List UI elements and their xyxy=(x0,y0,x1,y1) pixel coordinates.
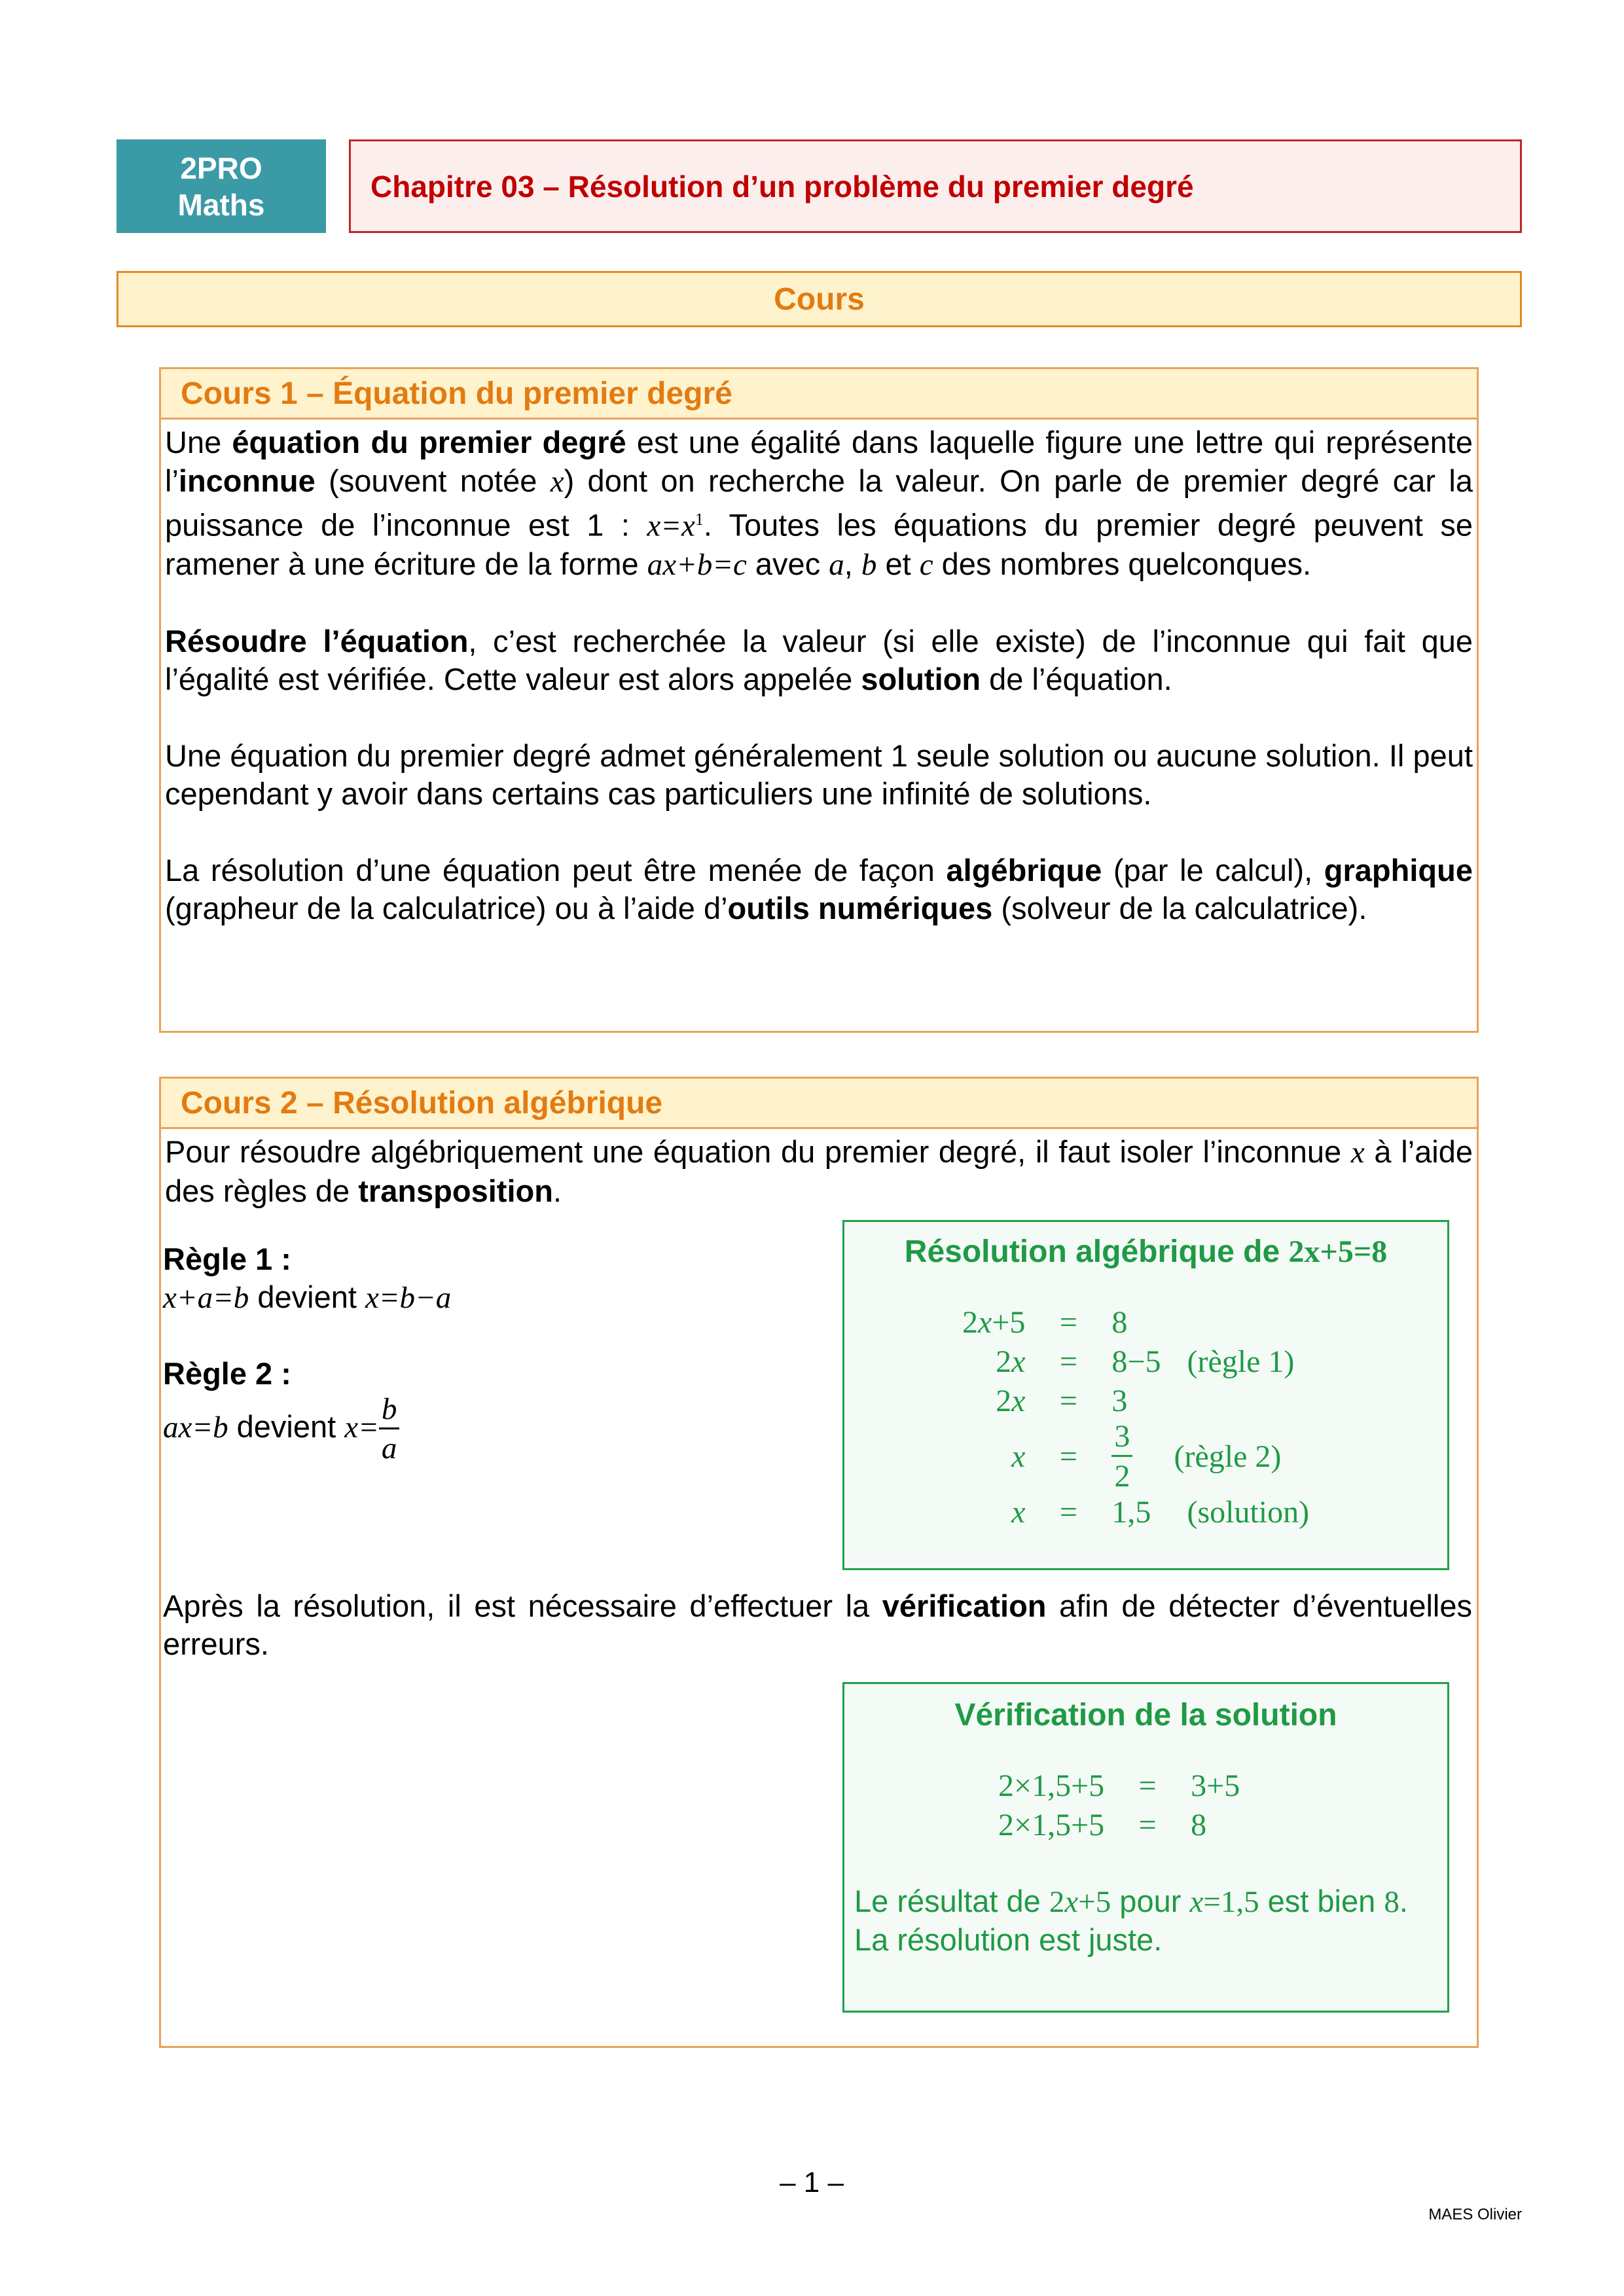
text: avec xyxy=(746,547,829,582)
text: Résolution algébrique de xyxy=(904,1234,1289,1269)
box-title xyxy=(844,1234,1447,1270)
resolution-example-box xyxy=(842,1220,1449,1570)
num: 2 xyxy=(962,1304,978,1340)
fraction-denominator: 2 xyxy=(1114,1458,1130,1494)
math: 2 xyxy=(1049,1885,1065,1919)
author: MAES Olivier xyxy=(1428,2206,1522,2223)
section-title: Cours 2 – Résolution algébrique xyxy=(181,1085,663,1121)
step-rhs xyxy=(1088,1420,1161,1492)
math-expr: x=x xyxy=(647,509,695,543)
text: ) dont on recherche la valeur. On parle de premier degré car la puissance de l’inconnue est 1 : xyxy=(165,463,1473,543)
equals-sign: = xyxy=(1059,1383,1077,1418)
math-expr: ax+b=c xyxy=(647,548,747,583)
fraction-numerator: b xyxy=(379,1394,400,1429)
num: 2 xyxy=(996,1383,1012,1418)
section-title: Cours 1 – Équation du premier degré xyxy=(181,376,732,411)
math-var: x xyxy=(1189,1885,1204,1919)
resolution-steps xyxy=(962,1302,1309,1532)
text: pour xyxy=(1111,1884,1190,1918)
bold-term: Résoudre l’équation xyxy=(165,623,469,658)
text: devient xyxy=(228,1408,345,1444)
fraction xyxy=(379,1394,400,1464)
rest: +5 xyxy=(992,1304,1026,1340)
verification-box xyxy=(842,1682,1449,2013)
rule-1-formula xyxy=(163,1278,818,1317)
bold-term: équation du premier degré xyxy=(232,425,626,459)
math-expr: x=b−a xyxy=(365,1281,452,1315)
text: Pour résoudre algébriquement une équation du premier degré, il faut isoler l’inconnue xyxy=(165,1134,1351,1169)
chapter-title: Chapitre 03 – Résolution d’un problème du premier degré xyxy=(370,169,1194,204)
rule-2-formula xyxy=(163,1394,818,1464)
math-var: x xyxy=(1350,1136,1365,1170)
verification-conclusion xyxy=(844,1882,1447,1921)
step-rhs: 3 xyxy=(1111,1383,1128,1418)
section-body xyxy=(161,420,1477,928)
math-expr: 2x+5=8 xyxy=(1288,1234,1388,1269)
text: et xyxy=(876,547,920,582)
step-row xyxy=(962,1342,1309,1381)
bold-term: graphique xyxy=(1324,852,1473,888)
step-note xyxy=(1161,1302,1309,1342)
bold-term: outils numériques xyxy=(727,891,993,926)
text: Le résultat de xyxy=(854,1884,1049,1918)
text: de l’équation. xyxy=(981,662,1172,697)
text: . Toutes les équations du premier degré peuvent se ramener à une écriture de la forme xyxy=(165,507,1473,582)
class-tag xyxy=(117,139,326,233)
paragraph-methods xyxy=(165,852,1473,928)
equals-sign: = xyxy=(1059,1344,1077,1379)
equals-sign: = xyxy=(1059,1304,1077,1340)
text: à l’aide des règles de xyxy=(165,1134,1473,1208)
fraction xyxy=(1111,1418,1132,1494)
var: x xyxy=(978,1304,992,1340)
paragraph-verification xyxy=(163,1587,1472,1663)
rule-1-title: Règle 1 : xyxy=(163,1242,291,1276)
verification-final: La résolution est juste. xyxy=(854,1922,1163,1957)
step-lhs xyxy=(962,1302,1049,1342)
verif-row xyxy=(998,1805,1240,1844)
text: (solveur de la calculatrice). xyxy=(992,891,1367,926)
paragraph-intro xyxy=(165,1133,1473,1210)
text: devient xyxy=(249,1280,365,1314)
step-note: (règle 1) xyxy=(1187,1344,1295,1379)
text: afin de détecter d’éventuelles erreurs. xyxy=(163,1588,1472,1661)
step-lhs xyxy=(962,1342,1049,1381)
text: (souvent notée xyxy=(315,463,550,498)
math-var: c xyxy=(919,548,933,583)
box-title: Vérification de la solution xyxy=(954,1698,1337,1732)
step-row xyxy=(962,1420,1309,1492)
class-subject: Maths xyxy=(177,187,265,222)
var: x xyxy=(1011,1439,1026,1474)
bold-term: inconnue xyxy=(178,463,316,498)
chapter-title-box xyxy=(349,139,1522,233)
step-rhs: 8−5 xyxy=(1111,1344,1161,1379)
step-lhs xyxy=(962,1381,1049,1420)
math: =1,5 xyxy=(1203,1885,1259,1919)
math-exponent: 1 xyxy=(695,510,704,529)
bold-term: algébrique xyxy=(946,852,1102,888)
cours-banner xyxy=(117,271,1522,327)
text: des nombres quelconques. xyxy=(933,547,1312,582)
class-level: 2PRO xyxy=(180,151,262,185)
math: +5 xyxy=(1078,1885,1111,1919)
verification-steps xyxy=(998,1766,1240,1844)
step-lhs xyxy=(962,1492,1049,1532)
step-row xyxy=(962,1492,1309,1532)
section-body xyxy=(161,1129,1477,1210)
verif-lhs: 2×1,5+5 xyxy=(998,1768,1105,1803)
step-note xyxy=(1161,1381,1309,1420)
text: Une xyxy=(165,425,232,459)
fraction-numerator: 3 xyxy=(1111,1421,1132,1457)
text: est bien xyxy=(1259,1884,1384,1918)
bold-term: transposition xyxy=(358,1173,553,1208)
var: x xyxy=(1011,1494,1026,1530)
math-expr: ax=b xyxy=(163,1410,228,1444)
rules-block xyxy=(163,1240,818,1464)
text: . xyxy=(552,1173,562,1208)
step-row xyxy=(962,1302,1309,1342)
math-expr: x+a=b xyxy=(163,1281,249,1315)
section-header xyxy=(161,369,1477,420)
step-row xyxy=(962,1381,1309,1420)
section-cours-1 xyxy=(159,367,1479,1033)
text: La résolution d’une équation peut être menée de façon xyxy=(165,852,947,888)
step-note: (règle 2) xyxy=(1174,1439,1282,1474)
paragraph-definition xyxy=(165,423,1473,584)
num: 2 xyxy=(996,1344,1012,1379)
var: x xyxy=(1011,1344,1026,1379)
math-var: a xyxy=(829,548,844,583)
equals-sign: = xyxy=(1059,1494,1077,1530)
verif-rhs: 8 xyxy=(1191,1807,1207,1842)
equals-sign: = xyxy=(1059,1439,1077,1474)
fraction-denominator: a xyxy=(381,1431,397,1465)
bold-term: vérification xyxy=(882,1588,1047,1623)
paragraph-solutions: Une équation du premier degré admet généralement 1 seule solution ou aucune solution. Il peut cependant y avoir dans certains cas particuliers une infinité de solutions. xyxy=(165,738,1473,812)
text: (grapheur de la calculatrice) ou à l’aide d’ xyxy=(165,891,728,926)
text: , c’est recherchée la valeur (si elle existe) de l’inconnue qui fait que l’égalité est vérifiée. Cette valeur est alors appelée xyxy=(165,623,1473,697)
paragraph-resoudre xyxy=(165,622,1473,699)
step-lhs xyxy=(962,1420,1049,1492)
math-var: b xyxy=(861,548,877,583)
text: . xyxy=(1399,1884,1408,1918)
math-var: x xyxy=(1064,1885,1079,1919)
equals-sign: = xyxy=(1138,1768,1157,1803)
math-expr: x= xyxy=(344,1410,379,1444)
text: (par le calcul), xyxy=(1102,852,1324,888)
section-header xyxy=(161,1079,1477,1129)
step-rhs: 1,5 xyxy=(1111,1494,1151,1530)
var: x xyxy=(1011,1383,1026,1418)
text: est une égalité dans laquelle figure une lettre qui représente l’ xyxy=(165,425,1473,498)
page-number: – 1 – xyxy=(780,2166,844,2198)
verif-lhs: 2×1,5+5 xyxy=(998,1807,1105,1842)
verif-rhs: 3+5 xyxy=(1191,1768,1240,1803)
text: , xyxy=(844,547,861,582)
step-note: (solution) xyxy=(1187,1494,1310,1530)
cours-banner-label: Cours xyxy=(774,281,865,317)
equals-sign: = xyxy=(1138,1807,1157,1842)
verif-row xyxy=(998,1766,1240,1805)
math-var: x xyxy=(550,464,564,499)
bold-term: solution xyxy=(861,662,981,697)
step-rhs: 8 xyxy=(1111,1304,1128,1340)
text: Après la résolution, il est nécessaire d’effectuer la xyxy=(163,1588,882,1623)
rule-2-title: Règle 2 : xyxy=(163,1356,291,1391)
math: 8 xyxy=(1384,1885,1399,1919)
